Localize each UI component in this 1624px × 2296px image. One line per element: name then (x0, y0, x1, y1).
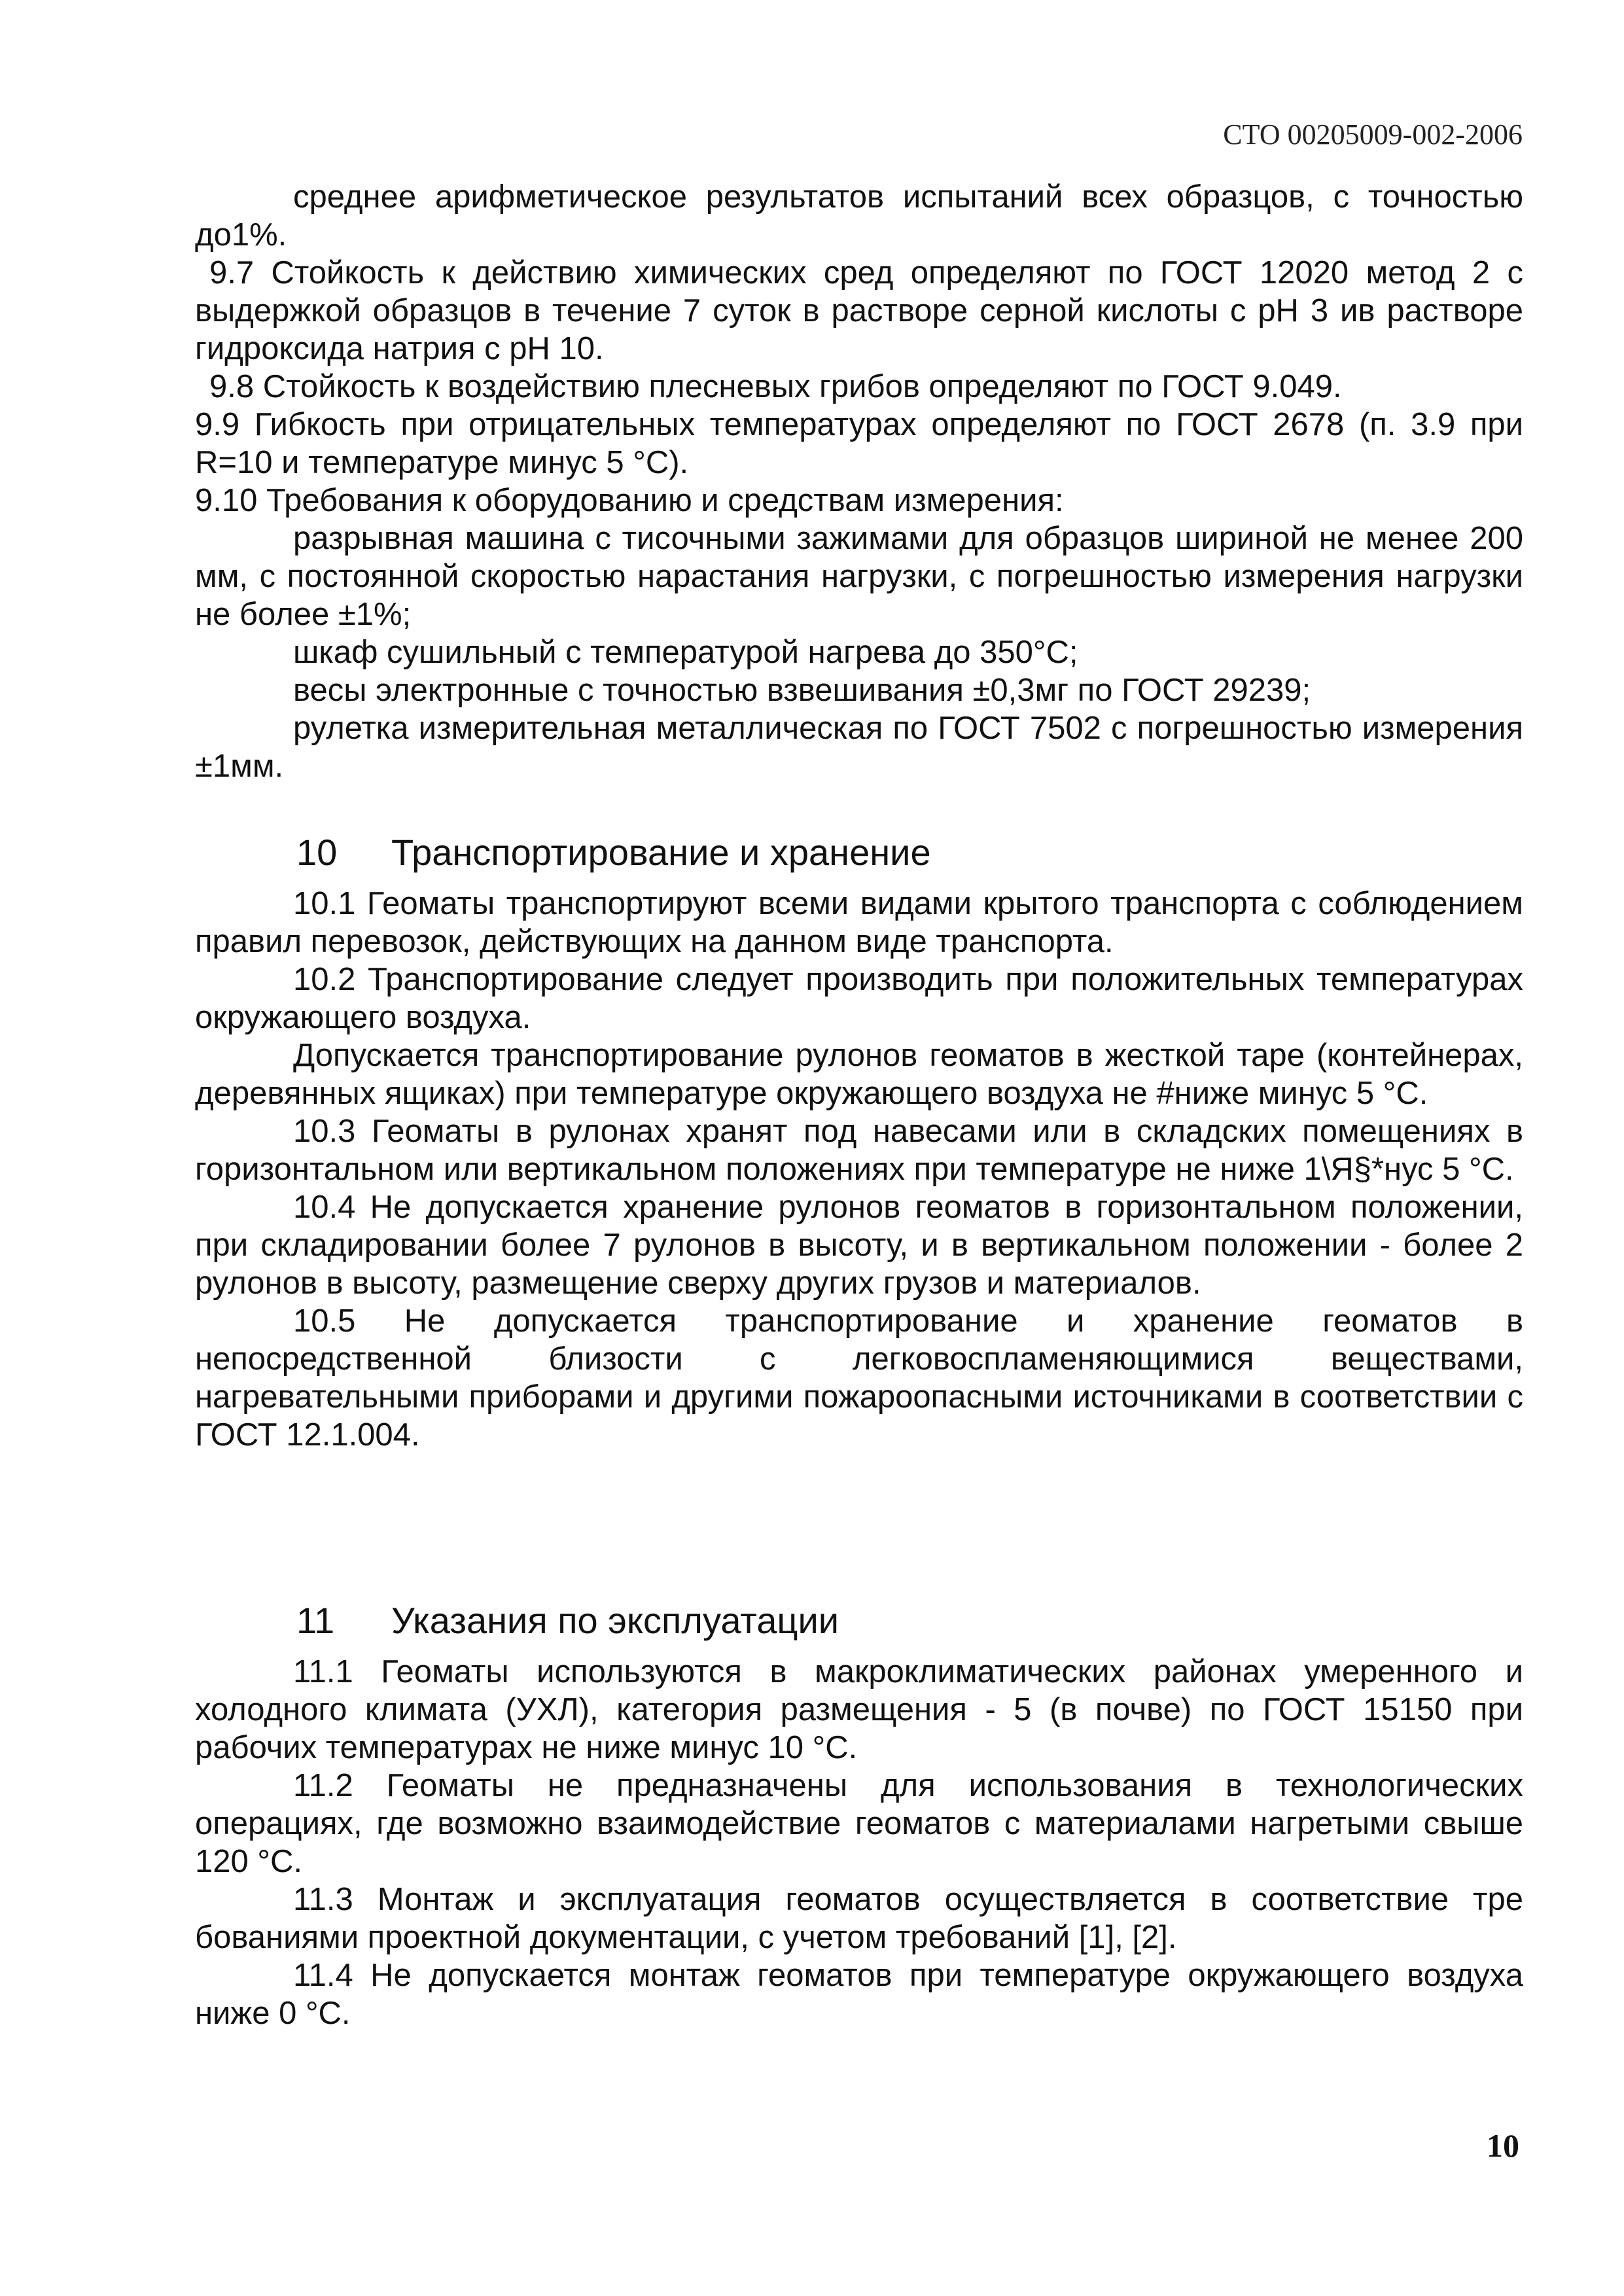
paragraph-9-7: 9.7 Стойкость к действию химических сред определяют по ГОСТ 12020 метод 2 с выдержкой образцов в течение 7 суток в растворе серной кислоты с рН 3 ив растворе гидроксида натрия с рН 10. (195, 255, 1523, 366)
section-11-title: Указания по эксплуатации (391, 1600, 839, 1641)
paragraph-11-4: 11.4 Не допускается монтаж геоматов при температуре окружающего воздуха ниже 0 °С. (195, 1958, 1523, 2031)
section-11-number: 11 (296, 1600, 335, 1641)
page-content (195, 178, 1523, 2032)
document-code-header: СТО 00205009-002-2006 (1223, 118, 1523, 150)
section-10-title: Транспортирование и хранение (391, 832, 931, 873)
paragraph-10-4: 10.4 Не допускается хранение рулонов геоматов в горизонтальном положении, при складировании более 7 рулонов в высоту, и в вертикальном положении - более 2 рулонов в высоту, размещение сверху других грузов и материалов. (195, 1190, 1523, 1301)
page-number: 10 (1487, 2127, 1519, 2164)
paragraph-9-9: 9.9 Гибкость при отрицательных температурах определяют по ГОСТ 2678 (п. 3.9 при R=10 и температуре минус 5 °С). (195, 407, 1523, 480)
paragraph-9-6-continued: среднее арифметическое результатов испытаний всех образцов, с точностью до1%. (195, 179, 1523, 253)
paragraph-10-2-allowance: Допускается транспортирование рулонов геоматов в жесткой таре (контейнерах, деревянных ящиках) при температуре окружающего воздуха не #ниже минус 5 °С. (195, 1038, 1523, 1111)
equipment-item-drying-cabinet: шкаф сушильный с температурой нагрева до 350°С; (293, 635, 1078, 670)
paragraph-10-1: 10.1 Геоматы транспортируют всеми видами крытого транспорта с соблюдением правил перевозок, действующих на данном виде транспорта. (195, 886, 1523, 959)
equipment-item-scales: весы электронные с точностью взвешивания ±0,3мг по ГОСТ 29239; (293, 673, 1311, 708)
paragraph-10-5: 10.5 Не допускается транспортирование и хранение геоматов в непосредственной близости с легковоспламеняющимися веществами, нагревательными приборами и другими пожароопасными источниками в соответствии с ГОСТ 12.1.004. (195, 1303, 1523, 1453)
equipment-item-tensile-machine: разрывная машина с тисочными зажимами для образцов шириной не менее 200 мм, с постоянной скоростью нарастания нагрузки, с погрешностью измерения нагрузки не более ±1%; (195, 521, 1523, 632)
section-11-heading (195, 1598, 1523, 1644)
paragraph-9-8: 9.8 Стойкость к воздействию плесневых грибов определяют по ГОСТ 9.049. (209, 369, 1342, 404)
paragraph-11-2: 11.2 Геоматы не предназначены для использования в технологических операциях, где возможно взаимодействие геоматов с материалами нагретыми свыше 120 °С. (195, 1768, 1523, 1879)
section-10-heading (195, 830, 1523, 875)
paragraph-10-2: 10.2 Транспортирование следует производить при положительных температурах окружающего воздуха. (195, 962, 1523, 1035)
paragraph-11-1: 11.1 Геоматы используются в макроклиматических районах умеренного и холодного климата (УХЛ), категория размещения - 5 (в почве) по ГОСТ 15150 при рабочих температурах не ниже минус 10 °С. (195, 1654, 1523, 1765)
equipment-item-tape-measure: рулетка измерительная металлическая по ГОСТ 7502 с погрешностью измерения ±1мм. (195, 711, 1523, 784)
paragraph-10-3: 10.3 Геоматы в рулонах хранят под навесами или в складских помещениях в горизонтальном или вертикальном положениях при температуре не ниже 1\Я§*нус 5 °С. (195, 1114, 1523, 1187)
section-10-number: 10 (296, 832, 338, 873)
paragraph-11-3: 11.3 Монтаж и эксплуатация геоматов осуществляется в соответствие тре бованиями проектной документации, с учетом требований [1], [2]. (195, 1882, 1523, 1955)
paragraph-9-10: 9.10 Требования к оборудованию и средствам измерения: (195, 483, 1064, 518)
